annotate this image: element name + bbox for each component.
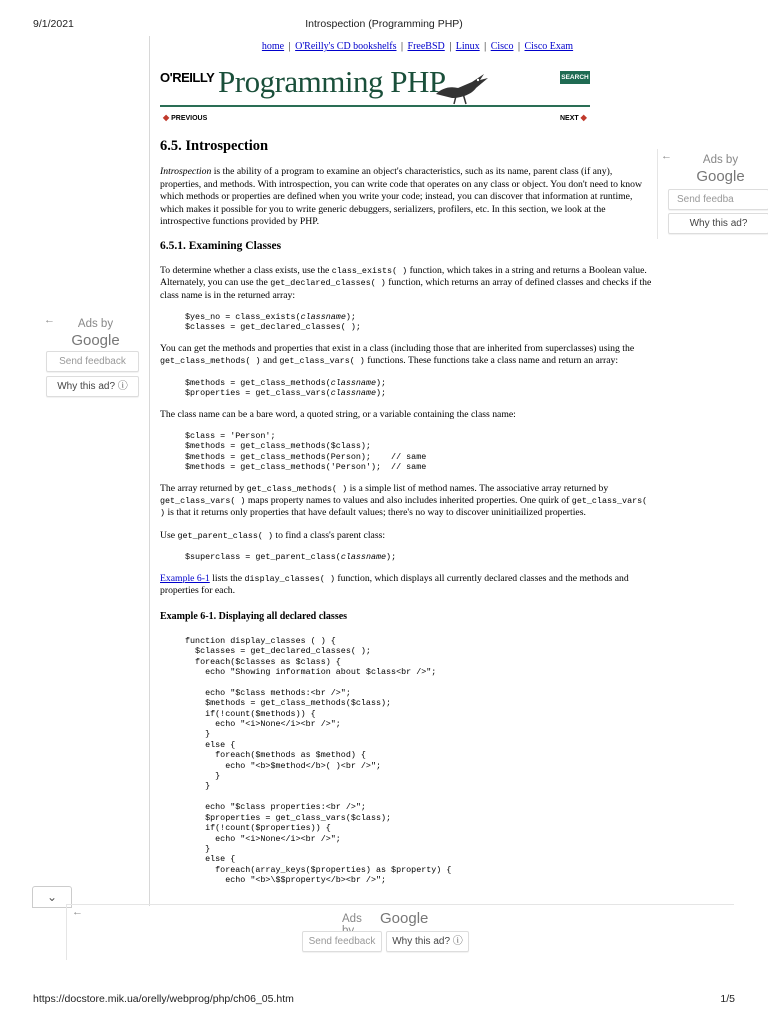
code-text: $yes_no = class_exists( — [185, 312, 301, 323]
inline-code: get_class_vars( ) — [160, 495, 648, 519]
code-text: ); — [375, 377, 387, 388]
text-span: You can get the methods and properties that exist in a class (including those that are inherited from superclasses) using the — [160, 342, 635, 354]
nav-home-link[interactable]: home — [261, 41, 285, 52]
google-logo: Google — [380, 910, 429, 927]
print-page-number: 1/5 — [720, 993, 735, 1005]
code-block-4 — [185, 552, 652, 562]
inline-code: get_parent_class( ) — [177, 530, 273, 541]
nav-cd-bookshelfs-link[interactable]: O'Reilly's CD bookshelfs — [295, 41, 397, 52]
inline-code: get_declared_classes( ) — [270, 278, 386, 289]
chevron-down-icon: ⌄ — [46, 890, 58, 904]
ads-by-label: Ads by — [77, 318, 114, 330]
ad-right — [657, 149, 768, 239]
ad-back-icon[interactable]: ← — [661, 150, 672, 162]
send-feedback-button[interactable]: Send feedback — [46, 351, 139, 372]
inline-code: get_class_vars( ) — [160, 495, 246, 506]
print-title: Introspection (Programming PHP) — [305, 18, 463, 30]
text-span: functions. These functions take a class name and return an array: — [364, 355, 619, 367]
code-block-2 — [185, 378, 652, 399]
ads-by-label: Ads by — [702, 154, 739, 166]
text-span: function, which returns an array of defined classes and checks if the class name is in the returned array: — [160, 277, 652, 301]
text-span: The array returned by — [160, 482, 247, 494]
roadrunner-icon — [432, 68, 492, 106]
why-this-ad-button[interactable]: Why this ad? — [668, 213, 768, 234]
class-exists-paragraph — [160, 265, 652, 302]
class-name-paragraph: The class name can be a bare word, a quoted string, or a variable containing the class name: — [160, 408, 516, 420]
print-date: 9/1/2021 — [33, 18, 74, 30]
code-italic: classname — [300, 312, 346, 323]
example-6-1-link[interactable]: Example 6-1 — [160, 572, 210, 584]
text-span: and — [260, 355, 280, 367]
code-italic: classname — [330, 377, 376, 388]
parent-class-paragraph — [160, 530, 652, 542]
search-button[interactable]: SEARCH — [560, 71, 590, 84]
previous-link[interactable] — [163, 113, 207, 122]
article-content — [160, 140, 652, 896]
next-label: NEXT — [560, 115, 579, 122]
ad-left — [40, 313, 145, 403]
text-span: function, which takes in a string and returns a Boolean value. Alternately, you can use the — [160, 264, 647, 289]
next-link[interactable] — [560, 113, 587, 122]
send-feedback-button[interactable]: Send feedba — [668, 189, 768, 210]
example-title: Example 6-1. Displaying all declared classes — [160, 611, 348, 623]
book-title: Programming PHP — [218, 64, 446, 99]
inline-code: display_classes( ) — [244, 573, 335, 584]
subsection-title: 6.5.1. Examining Classes — [160, 240, 282, 253]
code-text: ); — [345, 312, 356, 323]
nav-linux-link[interactable]: Linux — [455, 41, 480, 52]
text-span: is a simple list of method names. The associative array returned by — [347, 482, 609, 494]
text-span: Use — [160, 529, 178, 541]
print-footer — [0, 993, 768, 1007]
nav-cisco-exam-link[interactable]: Cisco Exam — [524, 41, 574, 52]
text-span: To determine whether a class exists, use the — [160, 264, 332, 276]
ad-back-icon[interactable]: ← — [72, 906, 83, 918]
nav-freebsd-link[interactable]: FreeBSD — [407, 41, 445, 52]
ad-back-icon[interactable]: ← — [44, 314, 55, 326]
code-italic: classname — [340, 552, 387, 563]
intro-text: is the ability of a program to examine an object's characteristics, such as its name, parent class (if any), properties, and methods. With introspection, you can write code that operates on any class or object. You don't need to know which methods or properties are defined when you write your code; instead, you can discover that information at runtime, which makes it possible for you to write generic debuggers, serializers, profilers, etc. In this section, we look at the introspective functions provided by PHP. — [160, 166, 642, 228]
why-this-ad-button[interactable]: Why this ad? ⓘ — [46, 376, 139, 397]
section-title: 6.5. Introspection — [160, 138, 269, 154]
intro-term: Introspection — [160, 166, 212, 178]
content-left-border — [149, 36, 150, 906]
inline-code: get_class_vars( ) — [279, 356, 365, 367]
arrow-left-icon: ◆ — [163, 113, 170, 122]
google-logo: Google — [71, 332, 120, 349]
book-banner — [160, 66, 590, 110]
methods-paragraph — [160, 343, 652, 368]
array-paragraph — [160, 483, 652, 520]
code-block-example: function display_classes ( ) { $classes = get_declared_classes( ); foreach($classes as $class) { echo "Showing information about $class<br />"; echo "$class methods:<br />"; $methods = get_class_methods($class); if(!count($methods)) { echo "<i>None</i><br />"; } else { foreach($methods as $method) { echo "<b>$method</b>( )<br />"; } } echo "$class properties:<br />"; $properties = get_class_vars($class); if(!count($properties)) { echo "<i>None</i><br />"; } else { foreach(array_keys($properties) as $property) { echo "<b>\$$property</b><br />"; — [185, 635, 452, 886]
text-span: lists the — [209, 572, 245, 584]
text-span: function, which displays all currently declared classes and the methods and properties for each. — [160, 572, 629, 596]
ad-bottom — [66, 904, 734, 960]
top-navigation: home | O'Reilly's CD bookshelfs | FreeBSD | Linux | Cisco | Cisco Exam — [261, 41, 574, 52]
previous-label: PREVIOUS — [171, 115, 208, 122]
text-span: maps property names to values and also includes inherited properties. One quirk of — [245, 494, 572, 506]
text-span: to find a class's parent class: — [273, 529, 386, 541]
code-italic: classname — [330, 388, 376, 399]
code-text: $properties = get_class_vars( — [185, 388, 331, 399]
inline-code: class_exists( ) — [331, 265, 408, 276]
code-block-1 — [185, 312, 652, 333]
arrow-right-icon: ◆ — [580, 113, 587, 122]
print-url: https://docstore.mik.ua/orelly/webprog/php/ch06_05.htm — [33, 993, 294, 1005]
code-text: ); — [375, 388, 387, 399]
inline-code: get_class_methods( ) — [246, 483, 348, 494]
print-header — [0, 18, 768, 32]
code-text: $superclass = get_parent_class( — [185, 552, 341, 563]
ads-by-label: Ads — [342, 913, 362, 925]
why-this-ad-button[interactable]: Why this ad? ⓘ — [386, 931, 469, 952]
inline-code: get_class_methods( ) — [160, 356, 261, 367]
example-intro-paragraph — [160, 573, 652, 598]
intro-paragraph — [160, 166, 652, 228]
google-logo: Google — [696, 168, 745, 185]
send-feedback-button[interactable]: Send feedback — [302, 931, 382, 952]
code-block-3: $class = 'Person'; $methods = get_class_methods($class); $methods = get_class_methods(Person); // same $methods = get_class_methods('Person'); // same — [185, 430, 427, 473]
code-text: ); — [386, 552, 397, 563]
text-span: is that it returns only properties that have default values; there's no way to discover uninitiailized properties. — [165, 507, 586, 519]
nav-cisco-link[interactable]: Cisco — [490, 41, 514, 52]
code-text: $classes = get_declared_classes( ); — [185, 322, 361, 333]
banner-rule — [160, 105, 590, 107]
publisher-logo: O'REILLY — [160, 70, 215, 85]
code-text: $methods = get_class_methods( — [185, 377, 331, 388]
